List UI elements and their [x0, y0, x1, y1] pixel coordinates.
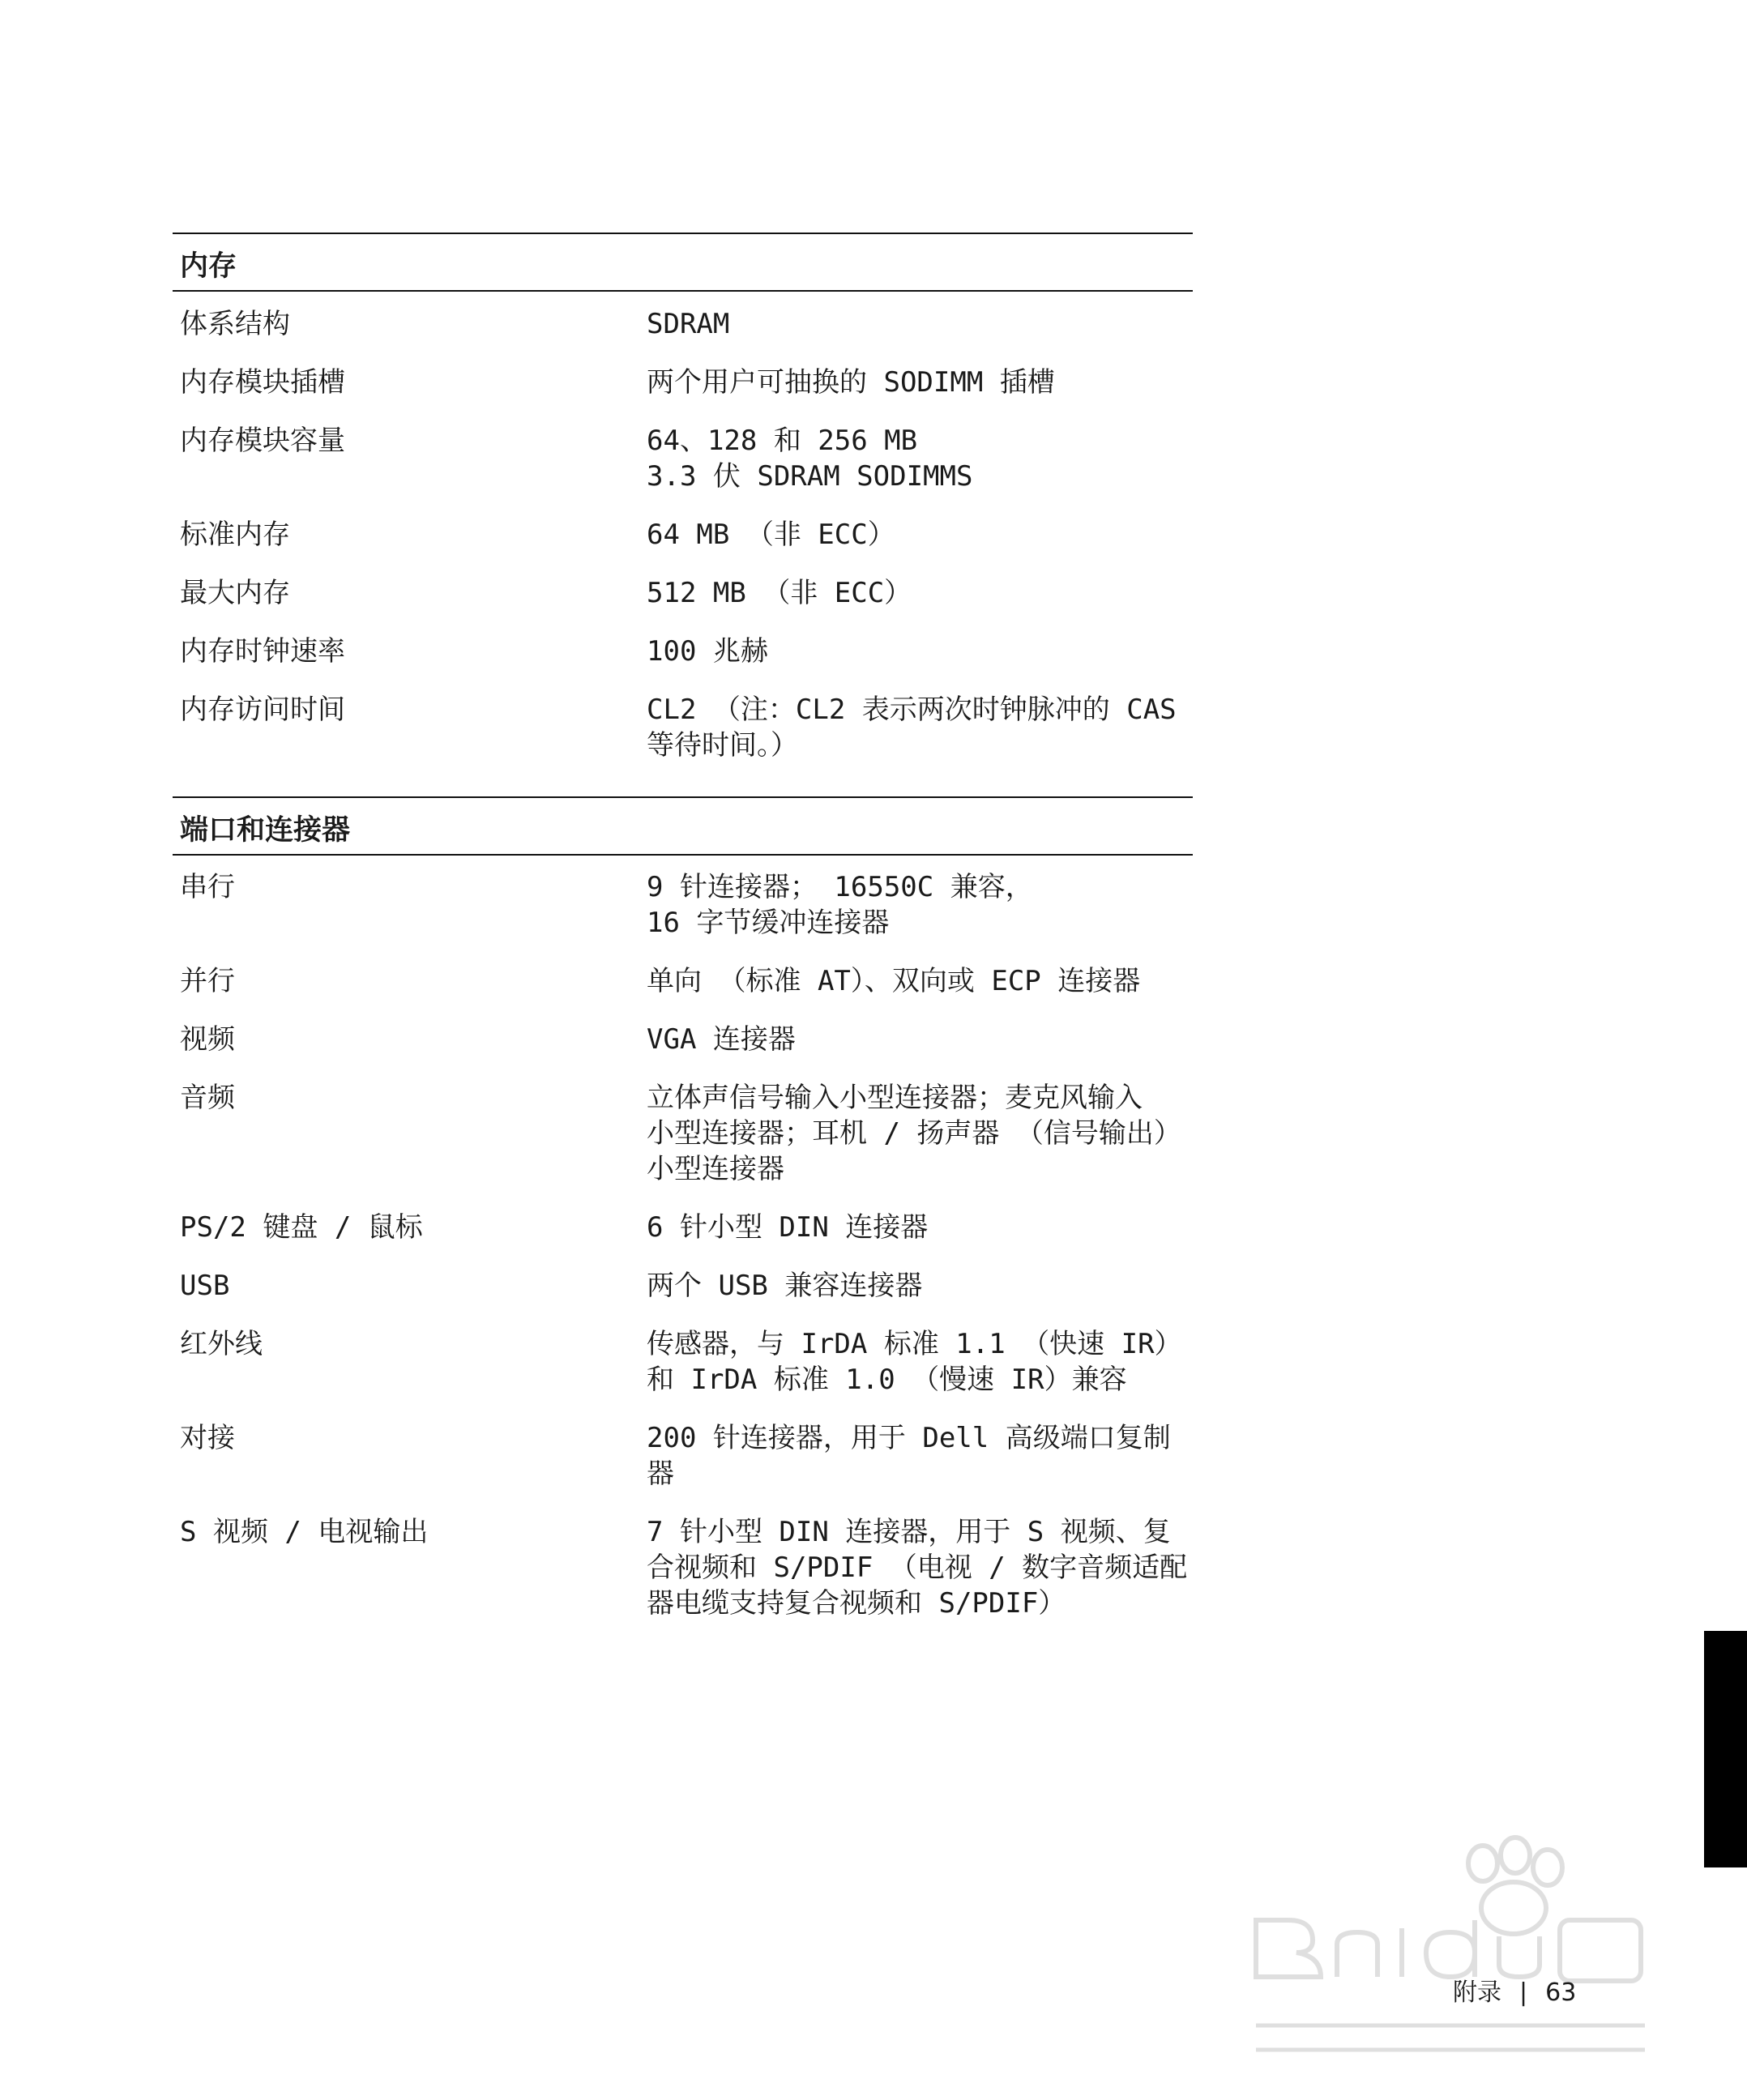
spec-label: 视频 — [180, 1023, 235, 1056]
spec-value: 两个用户可抽换的 SODIMM 插槽 — [647, 366, 1055, 399]
spec-value: 6 针小型 DIN 连接器 — [647, 1211, 929, 1244]
section-title-ports: 端口和连接器 — [180, 814, 351, 847]
spec-value: 传感器，与 IrDA 标准 1.1 （快速 IR） 和 IrDA 标准 1.0 （慢速 IR）兼容 — [647, 1328, 1182, 1396]
spec-label: S 视频 / 电视输出 — [180, 1516, 429, 1548]
spec-label: 内存模块容量 — [180, 425, 345, 457]
spec-value: SDRAM — [647, 308, 730, 340]
section-header-rule — [173, 290, 1193, 292]
spec-label: 红外线 — [180, 1328, 263, 1360]
spec-value: 9 针连接器； 16550C 兼容， 16 字节缓冲连接器 — [647, 871, 1033, 939]
spec-value: 200 针连接器，用于 Dell 高级端口复制 器 — [647, 1422, 1171, 1490]
spec-label: 内存访问时间 — [180, 694, 345, 726]
page-footer — [1453, 1977, 1576, 2009]
spec-label: 音频 — [180, 1082, 235, 1114]
spec-value: 单向 （标准 AT）、双向或 ECP 连接器 — [647, 965, 1141, 997]
spec-value: CL2 （注：CL2 表示两次时钟脉冲的 CAS 等待时间。） — [647, 694, 1177, 762]
spec-label: 标准内存 — [180, 519, 290, 551]
page-number: 63 — [1545, 1978, 1577, 2007]
spec-value: 512 MB （非 ECC） — [647, 577, 912, 609]
spec-value: 7 针小型 DIN 连接器，用于 S 视频、复 合视频和 S/PDIF （电视 / 数字音频适配 器电缆支持复合视频和 S/PDIF） — [647, 1516, 1188, 1620]
spec-value: 64 MB （非 ECC） — [647, 519, 895, 551]
spec-value: VGA 连接器 — [647, 1023, 796, 1056]
spec-value: 64、128 和 256 MB 3.3 伏 SDRAM SODIMMS — [647, 425, 973, 493]
section-title-memory: 内存 — [180, 250, 237, 283]
spec-label: 并行 — [180, 965, 235, 997]
spec-label: 内存模块插槽 — [180, 366, 345, 399]
section-top-rule — [173, 796, 1193, 798]
spec-label: PS/2 键盘 / 鼠标 — [180, 1211, 423, 1244]
spec-label: 对接 — [180, 1422, 235, 1454]
spec-label: USB — [180, 1270, 230, 1302]
spec-label: 最大内存 — [180, 577, 290, 609]
footer-separator: | — [1519, 1978, 1528, 2007]
footer-section-label: 附录 — [1453, 1978, 1501, 2007]
baidu-jingyan-watermark-logo — [1240, 1831, 1661, 2074]
spec-label: 体系结构 — [180, 308, 290, 340]
spec-value: 立体声信号输入小型连接器；麦克风输入 小型连接器；耳机 / 扬声器 （信号输出） 小型连接器 — [647, 1082, 1181, 1185]
section-top-rule — [173, 233, 1193, 234]
spec-label: 串行 — [180, 871, 235, 903]
spec-value: 100 兆赫 — [647, 635, 768, 668]
section-header-rule — [173, 854, 1193, 856]
thumb-index-tab — [1704, 1631, 1747, 1867]
spec-value: 两个 USB 兼容连接器 — [647, 1270, 923, 1302]
spec-label: 内存时钟速率 — [180, 635, 345, 668]
